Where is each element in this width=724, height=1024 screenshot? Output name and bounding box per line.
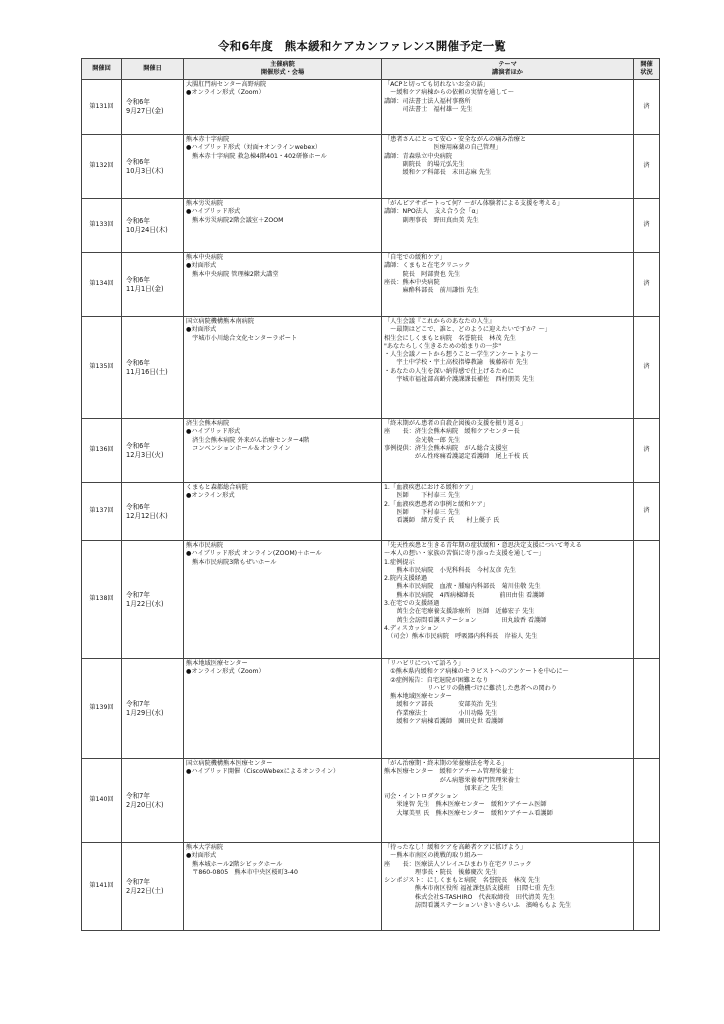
theme-line: 「終末期がん患者の自殺企図後の支援を振り返る」 — [384, 420, 527, 427]
session-date — [122, 135, 184, 199]
status-mark: 済 — [634, 317, 660, 419]
status-mark — [634, 659, 660, 759]
theme-line: 「待ったなし！緩和ケアを高齢者ケアに拡げよう」 — [384, 844, 527, 851]
session-date — [122, 419, 184, 483]
theme-line: 医療用麻薬の自己管理」 — [384, 144, 502, 152]
host-venue — [184, 483, 382, 541]
host-venue-line: くまもと森都総合病院 — [186, 484, 248, 491]
session-date-line: 11月1日(金) — [126, 284, 164, 293]
session-date-line: 2月20日(木) — [126, 800, 164, 809]
host-venue-line: 熊本赤十字病院 救急棟4階401・402研修ホール — [186, 152, 327, 160]
theme-line: リハビリの動機づけに難渋した患者への関わり — [384, 684, 558, 692]
theme-line: ①熊本県内緩和ケア病棟のセラピストへのアンケートを中心に～ — [384, 668, 569, 676]
theme-line: 緩和ケア科部長 末田志麻 先生 — [384, 169, 492, 177]
theme-line: 講師：司法書士法人福村事務所 — [384, 97, 471, 105]
session-date — [122, 843, 184, 931]
session-date-line: 令和7年 — [126, 590, 150, 599]
theme-speakers — [382, 199, 634, 253]
host-venue-line: ●対面形式 — [186, 262, 217, 270]
theme-line: 熊本医療センター 緩和ケアチーム管理栄養士 — [384, 768, 514, 776]
theme-line: 1.症例提示 — [384, 558, 415, 566]
host-venue-line: ●オンライン形式 — [186, 492, 235, 500]
session-number: 第138回 — [82, 541, 122, 659]
status-mark: 済 — [634, 419, 660, 483]
theme-line: 熊本市民病院 血液・腫瘍内科部長 菊川佳敬 先生 — [384, 583, 541, 591]
session-date — [122, 199, 184, 253]
theme-line: 医師 下村泰三 先生 — [384, 492, 461, 500]
host-venue-line: 済生会熊本病院 外来がん治療センター4階 — [186, 436, 310, 444]
host-venue-line: ●対面形式 — [186, 326, 217, 334]
session-number: 第141回 — [82, 843, 122, 931]
host-venue — [184, 759, 382, 843]
session-date-line: 12月3日(火) — [126, 450, 164, 459]
theme-line: ②症例報告：自宅退院が困難となり — [384, 676, 489, 684]
host-venue-line: 〒860-0805 熊本市中央区桜町3-40 — [186, 868, 298, 876]
theme-line: がん病態栄養専門管理栄養士 — [384, 776, 521, 784]
theme-line: 「がん治療期・終末期の栄養療法を考える」 — [384, 760, 508, 767]
host-venue-line: 済生会熊本病院 — [186, 420, 230, 427]
session-number: 第137回 — [82, 483, 122, 541]
host-venue — [184, 659, 382, 759]
session-number: 第135回 — [82, 317, 122, 419]
theme-line: 萬生会在宅療養支援診療所 医師 近藤宏子 先生 — [384, 608, 535, 616]
host-venue — [184, 199, 382, 253]
theme-line: 講師：くまもと在宅クリニック — [384, 262, 471, 270]
theme-line: 副院長 的場元弘先生 — [384, 160, 465, 168]
theme-line: 座長：熊本中央病院 — [384, 278, 440, 286]
theme-line: シンポジスト：にしくまもと病院 名誉院長 林茂 先生 — [384, 877, 541, 885]
host-venue-line: 熊本大学病院 — [186, 844, 224, 851]
session-number: 第140回 — [82, 759, 122, 843]
host-venue-line: ●ハイブリッド形式 — [186, 428, 241, 436]
theme-line: 医師 下村泰三 先生 — [384, 508, 461, 516]
theme-line: 麻酔科部長 前川謙悟 先生 — [384, 287, 479, 295]
status-mark — [634, 843, 660, 931]
theme-line: 看護師 緒方愛子 氏 村上優子 氏 — [384, 517, 500, 525]
session-date-line: 11月16日(土) — [126, 367, 168, 376]
host-venue-line: 熊本労災病院2階会議室＋ZOOM — [186, 216, 284, 224]
table-row — [82, 483, 660, 541]
table-row — [82, 199, 660, 253]
session-date-line: 令和7年 — [126, 791, 150, 800]
host-venue-line: 国立病院機構熊本医療センター — [186, 760, 273, 767]
session-number: 第136回 — [82, 419, 122, 483]
host-venue-line: ●ハイブリッド形式 — [186, 208, 241, 216]
theme-line: 加来正之 先生 — [384, 784, 504, 792]
theme-speakers — [382, 483, 634, 541]
header-status-line: 開催 — [640, 61, 653, 69]
theme-line: ・あなたの人生を深い納得感で仕上げるために — [384, 367, 514, 375]
host-venue — [184, 541, 382, 659]
session-date-line: 2月22日(土) — [126, 886, 164, 895]
host-venue — [184, 135, 382, 199]
theme-line: 「自宅での緩和ケア」 — [384, 254, 446, 261]
theme-speakers — [382, 253, 634, 317]
theme-line: 司会・イントロダクション — [384, 793, 459, 801]
schedule-table — [81, 58, 660, 931]
theme-speakers — [382, 419, 634, 483]
theme-line: 熊本地域医療センター — [384, 693, 452, 701]
session-date-line: 9月27日(金) — [126, 107, 164, 115]
theme-line: がん性疼痛看護認定看護師 尾上千枝 氏 — [384, 453, 529, 461]
host-venue — [184, 843, 382, 931]
session-date-line: 1月29日(水) — [126, 708, 164, 717]
session-date — [122, 253, 184, 317]
session-date-line: 令和7年 — [126, 877, 150, 886]
theme-speakers — [382, 659, 634, 759]
theme-line: 事例提供：済生会熊本病院 がん総合支援室 — [384, 444, 508, 452]
header-venue-line: 開催形式・会場 — [260, 69, 305, 76]
host-venue-line: ●ハイブリッド形式（対面+オンラインwebex） — [186, 144, 322, 152]
host-venue-line: 国立病院機構熊本南病院 — [186, 318, 255, 325]
session-number: 第139回 — [82, 659, 122, 759]
theme-line: 宇城市福祉部高齢介護課課長補佐 西村朋美 先生 — [384, 376, 535, 384]
status-mark: 済 — [634, 253, 660, 317]
session-number: 第131回 — [82, 80, 122, 135]
session-date-line: 12月12日(木) — [126, 511, 168, 520]
theme-line: 2.「血液疾患患者の事例と緩和ケア」 — [384, 500, 489, 508]
theme-line: 株式会社S-TASHIRO 代表取締役 田代清美 先生 — [384, 893, 555, 901]
theme-line: 理事長・院長 後藤慶次 先生 — [384, 868, 498, 876]
session-date-line: 10月3日(木) — [126, 166, 164, 175]
header-venue — [184, 59, 382, 80]
host-venue-line: ●オンライン形式（Zoom） — [186, 668, 265, 676]
theme-line: 栄達智 先生 熊本医療センター 緩和ケアチーム医師 — [384, 801, 547, 809]
session-number: 第133回 — [82, 199, 122, 253]
header-status-line: 状況 — [640, 69, 653, 76]
host-venue-line: 熊本労災病院 — [186, 200, 224, 207]
header-row — [82, 59, 660, 80]
theme-line: 作業療法士 小川功陽 先生 — [384, 709, 498, 717]
theme-line: 大塚美里 氏 熊本医療センター 緩和ケアチーム看護師 — [384, 809, 553, 817]
theme-line: 熊本市民病院 4西病棟師長 前田由佳 看護師 — [384, 591, 545, 599]
theme-speakers — [382, 843, 634, 931]
host-venue-line: 熊本中央病院 管理棟2階大講堂 — [186, 270, 279, 278]
theme-line: 金光敬一郎 先生 — [384, 436, 461, 444]
session-date-line: 令和6年 — [126, 275, 150, 284]
header-theme-line: 講演者ほか — [492, 69, 523, 76]
session-number: 第134回 — [82, 253, 122, 317]
theme-line: 「リハビリについて語ろう」 — [384, 660, 465, 667]
table-row — [82, 80, 660, 135]
header-theme — [382, 59, 634, 80]
host-venue-line: ●ハイブリッド形式 オンライン(ZOOM)＋ホール — [186, 550, 322, 558]
page-title: 令和6年度 熊本緩和ケアカンファレンス開催予定一覧 — [217, 39, 507, 53]
table-row — [82, 759, 660, 843]
status-mark: 済 — [634, 80, 660, 135]
host-venue-line: 熊本市民病院3階もぜいホール — [186, 558, 277, 566]
theme-speakers — [382, 317, 634, 419]
host-venue-line: 宇城市小川総合文化センターラポート — [186, 334, 298, 342]
theme-line: "あなたらしく生きるための始まりの一歩" — [384, 342, 502, 350]
host-venue-line: 熊本市民病院 — [186, 542, 224, 549]
theme-speakers — [382, 541, 634, 659]
header-venue-line: 主催病院 — [270, 61, 295, 69]
host-venue-line: 大腸肛門病センター高野病院 — [186, 81, 267, 88]
host-venue-line: コンベンションホール＆オンライン — [186, 444, 291, 452]
header-date: 開催日 — [122, 59, 184, 80]
session-date-line: 10月24日(木) — [126, 225, 168, 234]
theme-line: 講師：NPO法人 支え合う会「α」 — [384, 208, 482, 216]
session-date-line: 令和6年 — [126, 441, 150, 450]
session-date-line: 令和6年 — [126, 358, 150, 367]
session-date — [122, 483, 184, 541]
status-mark: 済 — [634, 199, 660, 253]
status-mark: 済 — [634, 483, 660, 541]
theme-line: 宇土中学校・宇土高校指導教諭 後藤裕市 先生 — [384, 359, 529, 367]
table-row — [82, 253, 660, 317]
theme-line: ～本人の想い・家族の苦悩に寄り添った支援を通して～」 — [384, 550, 545, 558]
host-venue-line: ●対面形式 — [186, 852, 217, 860]
host-venue — [184, 419, 382, 483]
session-date — [122, 659, 184, 759]
session-number: 第132回 — [82, 135, 122, 199]
theme-line: 相生会にしくまもと病院 名誉院長 林茂 先生 — [384, 334, 516, 342]
host-venue-line: 熊本城ホール2階シビックホール — [186, 860, 283, 868]
table-row — [82, 419, 660, 483]
table-row — [82, 135, 660, 199]
theme-speakers — [382, 135, 634, 199]
theme-line: 「人生会議『これからのあなたの人生』 — [384, 318, 496, 325]
host-venue — [184, 80, 382, 135]
host-venue-line: ●オンライン形式（Zoom） — [186, 89, 265, 97]
theme-line: 訪問看護ステーションいきいきらいふ 濱崎ももよ 先生 — [384, 902, 572, 910]
status-mark: 済 — [634, 135, 660, 199]
status-mark — [634, 541, 660, 659]
theme-line: 4.ディスカッション — [384, 624, 439, 632]
host-venue-line: 熊本赤十字病院 — [186, 136, 230, 143]
host-venue-line: 熊本中央病院 — [186, 254, 224, 261]
session-date — [122, 541, 184, 659]
theme-speakers — [382, 759, 634, 843]
host-venue-line: 熊本地域医療センター — [186, 660, 248, 667]
session-date — [122, 759, 184, 843]
status-mark — [634, 759, 660, 843]
theme-line: 「ACPと切っても切れないお金の話」 — [384, 81, 489, 88]
theme-line: 講師：青森県立中央病院 — [384, 152, 453, 160]
host-venue — [184, 253, 382, 317]
table-row — [82, 659, 660, 759]
theme-line: 熊本市民病院 小児科科長 今村友彦 先生 — [384, 566, 516, 574]
theme-line: 2.院内支援経過 — [384, 575, 428, 583]
theme-line: ～熊本市南区の挑戦的取り組み～ — [384, 852, 483, 860]
table-row — [82, 843, 660, 931]
theme-line: 「がんピアサポートって何？～がん体験者による支援を考える」 — [384, 200, 564, 207]
theme-line: ～緩和ケア病棟からの依頼の実情を通して～ — [384, 89, 514, 97]
theme-line: 副理事長 野田真由美 先生 — [384, 216, 479, 224]
session-date-line: 1月22日(水) — [126, 599, 164, 608]
theme-line: 緩和ケア病棟看護師 園田史世 看護師 — [384, 718, 504, 726]
theme-speakers — [382, 80, 634, 135]
theme-line: （司会）熊本市民病院 呼吸器内科科長 岸裕人 先生 — [384, 633, 538, 641]
session-date-line: 令和6年 — [126, 502, 150, 511]
header-status — [634, 59, 660, 80]
theme-line: 「先天性疾患と生きる青年期の症状緩和・意思決定支援について考える — [384, 542, 582, 549]
header-no: 開催回 — [82, 59, 122, 80]
header-theme-line: テーマ — [498, 61, 517, 69]
theme-line: 院長 阿部貴也 先生 — [384, 270, 461, 278]
host-venue-line: ●ハイブリッド開催（CiscoWebexによるオンライン） — [186, 768, 340, 776]
session-date-line: 令和6年 — [126, 157, 150, 166]
session-date — [122, 317, 184, 419]
session-date-line: 令和6年 — [126, 216, 150, 225]
table-row — [82, 317, 660, 419]
session-date — [122, 80, 184, 135]
session-date-line: 令和6年 — [126, 98, 150, 106]
theme-line: 萬生会訪問看護ステーション 田丸綾香 看護師 — [384, 616, 547, 624]
theme-line: 3.在宅での支援経過 — [384, 600, 440, 608]
host-venue — [184, 317, 382, 419]
theme-line: 座 長：医療法人ソレイユひまわり在宅クリニック — [384, 860, 532, 868]
theme-line: ・人生会議ノートから想うこと～学生アンケートより～ — [384, 351, 539, 359]
theme-line: 司法書士 福村雄一 先生 — [384, 105, 473, 113]
theme-line: 緩和ケア部長 安部英治 先生 — [384, 701, 498, 709]
theme-line: 「患者さんにとって安心・安全ながんの痛み治療と — [384, 136, 527, 143]
table-row — [82, 541, 660, 659]
theme-line: ～最期はどこで、誰と、どのように迎えたいですか？～」 — [384, 326, 551, 334]
theme-line: 熊本市南区役所 福祉課包括支援班 日隈七重 先生 — [384, 885, 555, 893]
session-date-line: 令和7年 — [126, 699, 150, 708]
theme-line: 座 長：済生会熊本病院 緩和ケアセンター長 — [384, 428, 520, 436]
theme-line: 1.「血液疾患における緩和ケア」 — [384, 484, 477, 491]
